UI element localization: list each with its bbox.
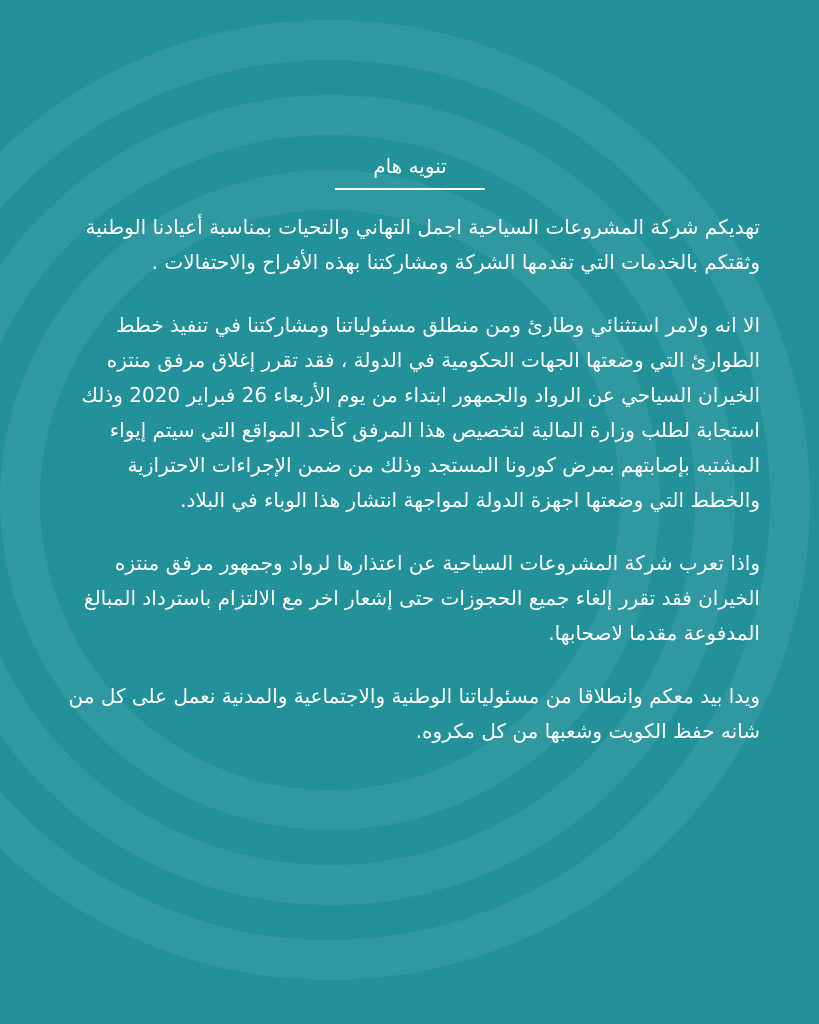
notice-paragraph-closure: الا انه ولامر استثنائي وطارئ ومن منطلق مسئولياتنا ومشاركتنا في تنفيذ خطط الطوارئ التي وضعتها الجهات الحكومية في الدولة ، فقد تقرر إغلاق مرفق منتزه الخيران السياحي عن الرواد والجمهور ابتداء من يوم الأربعاء 26 فبراير 2020 وذلك استجابة لطلب وزارة المالية لتخصيص هذا المرفق كأحد المواقع التي سيتم إيواء المشتبه بإصابتهم بمرض كورونا المستجد وذلك من ضمن الإجراءات الاحترازية والخطط التي وضعتها اجهزة الدولة لمواجهة انتشار هذا الوباء في البلاد. xyxy=(81,313,760,512)
notice-paragraph-apology: واذا تعرب شركة المشروعات السياحية عن اعتذارها لرواد وجمهور مرفق منتزه الخيران فقد تقرر إلغاء جميع الحجوزات حتى إشعار اخر مع الالتزام باسترداد المبالغ المدفوعة مقدما لاصحابها. xyxy=(83,551,760,645)
notice-block xyxy=(60,150,760,749)
notice-paragraph-closing: ويدا بيد معكم وانطلاقا من مسئولياتنا الوطنية والاجتماعية والمدنية نعمل على كل من شانه حفظ الكويت وشعبها من كل مكروه. xyxy=(68,684,760,743)
notice-paragraph-greeting: تهديكم شركة المشروعات السياحية اجمل التهاني والتحيات بمناسبة أعيادنا الوطنية وثقتكم بالخدمات التي تقدمها الشركة ومشاركتنا بهذه الأفراح والاحتفالات . xyxy=(85,215,760,274)
notice-title: تنويه هام xyxy=(373,154,447,178)
title-underline xyxy=(335,188,485,190)
